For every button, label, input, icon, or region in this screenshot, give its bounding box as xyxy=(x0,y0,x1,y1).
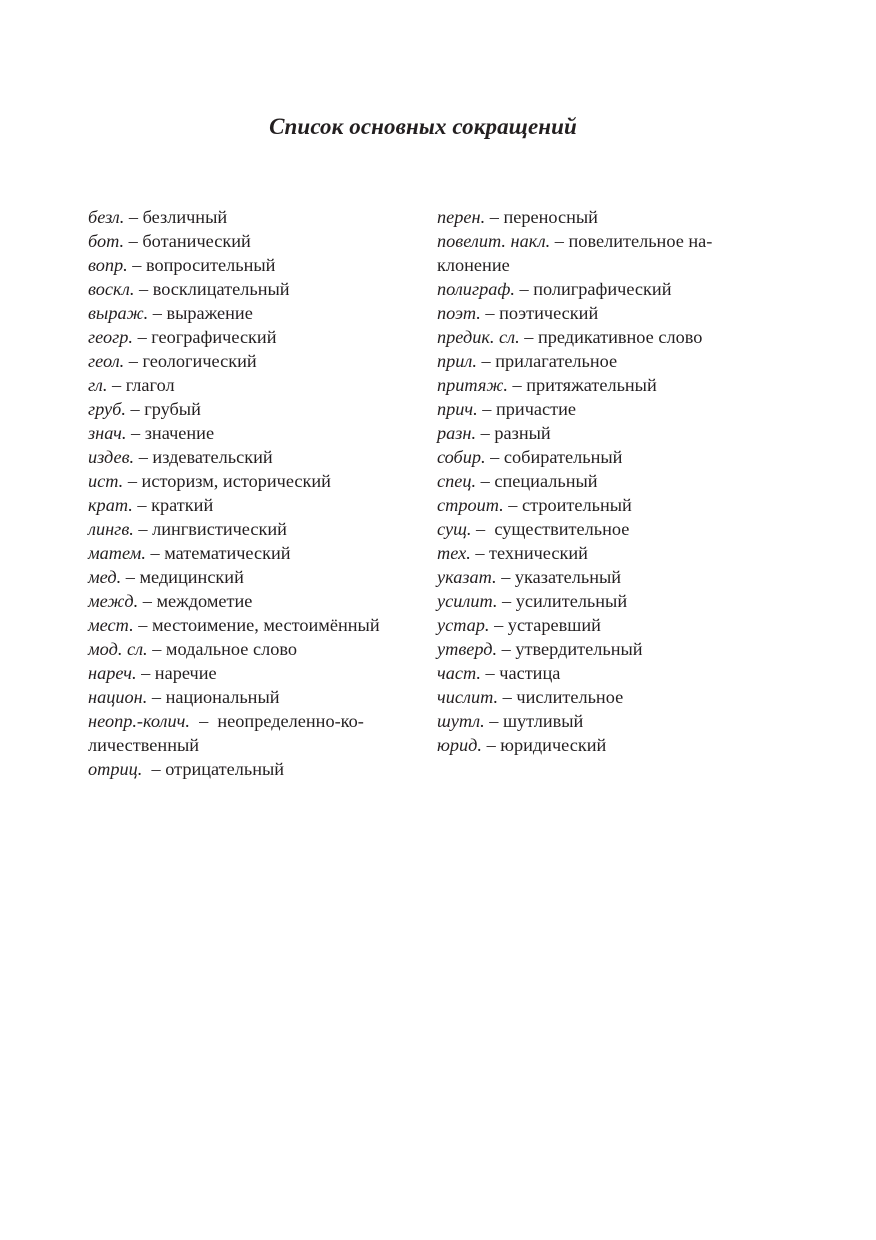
abbreviation-line xyxy=(437,397,777,421)
abbreviation-dash: – xyxy=(127,255,146,275)
abbreviation-meaning: устаревший xyxy=(507,615,601,635)
abbreviation-term: неопр.-колич. xyxy=(88,711,190,731)
abbreviation-line xyxy=(437,277,777,301)
abbreviation-term: полиграф. xyxy=(437,279,515,299)
abbreviation-dash: – xyxy=(138,591,157,611)
abbreviation-term: указат. xyxy=(437,567,497,587)
abbreviation-line xyxy=(88,469,418,493)
abbreviation-meaning: геологический xyxy=(142,351,257,371)
abbreviation-entry xyxy=(437,541,777,565)
abbreviation-meaning: разный xyxy=(494,423,551,443)
abbreviation-meaning: полиграфический xyxy=(533,279,672,299)
abbreviation-entry xyxy=(437,421,777,445)
abbreviation-meaning: ботанический xyxy=(142,231,251,251)
abbreviation-dash: – xyxy=(133,519,153,539)
abbreviation-term: бот. xyxy=(88,231,125,251)
abbreviation-meaning: частица xyxy=(499,663,561,683)
abbreviation-dash: – xyxy=(134,447,153,467)
abbreviation-meaning: собирательный xyxy=(503,447,623,467)
abbreviation-dash: – xyxy=(503,495,523,515)
abbreviation-line xyxy=(88,637,418,661)
abbreviation-line xyxy=(437,445,777,469)
abbreviation-dash: – xyxy=(142,759,166,779)
abbreviation-dash: – xyxy=(147,639,166,659)
abbreviation-line xyxy=(88,661,418,685)
abbreviation-meaning: технический xyxy=(489,543,588,563)
abbreviation-term: воскл. xyxy=(88,279,135,299)
abbreviation-dash: – xyxy=(136,663,155,683)
abbreviation-meaning: географический xyxy=(151,327,277,347)
abbreviation-meaning: издевательский xyxy=(152,447,273,467)
abbreviation-line xyxy=(88,757,418,781)
abbreviation-entry xyxy=(88,685,418,709)
abbreviation-term: строит. xyxy=(437,495,504,515)
abbreviation-meaning: лингвистический xyxy=(152,519,287,539)
abbreviation-entry xyxy=(88,661,418,685)
abbreviation-term: груб. xyxy=(88,399,126,419)
page-title: Список основных сокращений xyxy=(269,114,577,139)
abbreviation-entry xyxy=(437,325,777,349)
abbreviation-meaning: грубый xyxy=(144,399,201,419)
abbreviation-term: разн. xyxy=(437,423,477,443)
abbreviation-term: собир. xyxy=(437,447,486,467)
abbreviation-term: крат. xyxy=(88,495,133,515)
abbreviation-entry xyxy=(88,277,418,301)
abbreviation-line xyxy=(437,637,777,661)
abbreviation-entry xyxy=(88,589,418,613)
abbreviation-meaning: национальный xyxy=(165,687,280,707)
abbreviation-dash: – xyxy=(470,543,490,563)
abbreviation-line xyxy=(437,349,777,373)
abbreviation-meaning: строительный xyxy=(522,495,632,515)
abbreviation-entry xyxy=(437,229,777,277)
abbreviation-dash: – xyxy=(480,663,500,683)
abbreviation-entry xyxy=(437,565,777,589)
abbreviation-line xyxy=(88,421,418,445)
abbreviation-dash: – xyxy=(124,207,143,227)
abbreviation-line xyxy=(437,373,777,397)
abbreviation-meaning: математический xyxy=(164,543,291,563)
abbreviation-term: шутл. xyxy=(437,711,485,731)
abbreviation-meaning: значение xyxy=(144,423,215,443)
abbreviation-line xyxy=(437,661,777,685)
abbreviation-dash: – xyxy=(498,687,517,707)
abbreviation-meaning: числительное xyxy=(516,687,624,707)
abbreviations-left-column xyxy=(88,205,418,781)
abbreviation-line xyxy=(437,229,777,253)
abbreviation-term: отриц. xyxy=(88,759,143,779)
abbreviation-meaning: наречие xyxy=(154,663,217,683)
abbreviation-term: геол. xyxy=(88,351,125,371)
abbreviation-term: мед. xyxy=(88,567,122,587)
abbreviation-line xyxy=(437,421,777,445)
abbreviation-entry xyxy=(88,445,418,469)
abbreviation-term: ист. xyxy=(88,471,124,491)
abbreviation-term: част. xyxy=(437,663,481,683)
abbreviation-meaning-continuation: личественный xyxy=(88,735,200,755)
abbreviation-entry xyxy=(437,685,777,709)
abbreviation-term: поэт. xyxy=(437,303,481,323)
abbreviation-entry xyxy=(88,541,418,565)
abbreviation-dash: – xyxy=(121,567,140,587)
abbreviation-term: матем. xyxy=(88,543,146,563)
abbreviation-line xyxy=(88,397,418,421)
abbreviation-line xyxy=(437,469,777,493)
abbreviation-line xyxy=(88,589,418,613)
abbreviation-term: прил. xyxy=(437,351,477,371)
abbreviations-right-column xyxy=(437,205,777,757)
abbreviation-entry xyxy=(437,733,777,757)
abbreviation-meaning: местоимение, местоимённый xyxy=(151,615,380,635)
abbreviation-dash: – xyxy=(477,399,496,419)
abbreviation-dash: – xyxy=(133,327,152,347)
abbreviation-line xyxy=(437,733,777,757)
abbreviation-meaning: усилительный xyxy=(515,591,628,611)
abbreviation-meaning: специальный xyxy=(494,471,598,491)
abbreviation-term: национ. xyxy=(88,687,148,707)
abbreviation-line xyxy=(88,277,418,301)
abbreviation-meaning: историзм, исторический xyxy=(141,471,331,491)
abbreviation-line xyxy=(88,445,418,469)
abbreviation-entry xyxy=(88,565,418,589)
abbreviation-dash: – xyxy=(107,375,126,395)
abbreviation-meaning: безличный xyxy=(142,207,228,227)
abbreviation-dash: – xyxy=(145,543,165,563)
abbreviation-dash: – xyxy=(507,375,527,395)
abbreviation-entry xyxy=(437,397,777,421)
abbreviation-line xyxy=(437,325,777,349)
abbreviation-dash: – xyxy=(485,447,504,467)
abbreviation-dash: – xyxy=(476,351,496,371)
abbreviation-term: притяж. xyxy=(437,375,508,395)
abbreviation-entry xyxy=(437,637,777,661)
abbreviation-meaning-continuation: клонение xyxy=(437,255,510,275)
abbreviation-line xyxy=(88,253,418,277)
abbreviation-entry xyxy=(88,301,418,325)
abbreviation-entry xyxy=(88,493,418,517)
abbreviation-entry xyxy=(437,469,777,493)
abbreviation-line xyxy=(88,493,418,517)
abbreviation-meaning: указательный xyxy=(514,567,622,587)
abbreviation-term: геогр. xyxy=(88,327,133,347)
abbreviation-term: знач. xyxy=(88,423,127,443)
abbreviation-entry xyxy=(88,517,418,541)
abbreviation-dash: – xyxy=(124,351,143,371)
abbreviation-meaning: междометие xyxy=(156,591,253,611)
abbreviation-term: лингв. xyxy=(88,519,134,539)
abbreviation-line xyxy=(437,709,777,733)
abbreviation-line xyxy=(88,373,418,397)
abbreviation-term: устар. xyxy=(437,615,490,635)
abbreviation-dash: – xyxy=(482,735,501,755)
abbreviation-term: выраж. xyxy=(88,303,149,323)
abbreviation-meaning: прилагательное xyxy=(495,351,618,371)
abbreviation-dash: – xyxy=(476,471,495,491)
abbreviation-meaning: медицинский xyxy=(139,567,244,587)
abbreviation-dash: – xyxy=(471,519,495,539)
abbreviation-dash: – xyxy=(496,567,515,587)
abbreviation-term: прич. xyxy=(437,399,478,419)
abbreviation-term: сущ. xyxy=(437,519,472,539)
abbreviation-term: перен. xyxy=(437,207,486,227)
abbreviation-line xyxy=(88,709,418,733)
abbreviation-dash: – xyxy=(123,471,142,491)
abbreviation-line xyxy=(88,565,418,589)
abbreviation-meaning: краткий xyxy=(151,495,214,515)
abbreviation-meaning: вопросительный xyxy=(145,255,276,275)
abbreviation-meaning: восклицательный xyxy=(152,279,290,299)
abbreviation-entry xyxy=(88,709,418,757)
abbreviation-dash: – xyxy=(519,327,538,347)
abbreviation-dash: – xyxy=(484,711,503,731)
abbreviation-term: межд. xyxy=(88,591,139,611)
abbreviation-dash: – xyxy=(125,399,145,419)
abbreviation-dash: – xyxy=(514,279,534,299)
abbreviation-line xyxy=(88,517,418,541)
abbreviation-line xyxy=(437,589,777,613)
abbreviation-entry xyxy=(437,277,777,301)
abbreviation-entry xyxy=(437,445,777,469)
abbreviation-entry xyxy=(88,349,418,373)
abbreviation-meaning: выражение xyxy=(166,303,253,323)
abbreviation-line xyxy=(88,229,418,253)
abbreviation-meaning: переносный xyxy=(503,207,598,227)
abbreviation-entry xyxy=(88,757,418,781)
abbreviation-dash: – xyxy=(497,639,516,659)
abbreviation-dash: – xyxy=(148,303,167,323)
abbreviation-dash: – xyxy=(124,231,143,251)
abbreviation-meaning: предикативное слово xyxy=(537,327,703,347)
abbreviation-dash: – xyxy=(550,231,569,251)
abbreviation-entry xyxy=(88,421,418,445)
abbreviation-meaning: повелительное на- xyxy=(568,231,713,251)
abbreviation-dash: – xyxy=(126,423,145,443)
abbreviation-term: повелит. накл. xyxy=(437,231,551,251)
abbreviation-dash: – xyxy=(497,591,516,611)
abbreviation-term: мод. сл. xyxy=(88,639,148,659)
abbreviation-dash: – xyxy=(134,279,153,299)
abbreviation-term: издев. xyxy=(88,447,135,467)
abbreviation-meaning: утвердительный xyxy=(515,639,643,659)
abbreviation-dash: – xyxy=(476,423,495,443)
abbreviation-entry xyxy=(88,613,418,637)
abbreviation-entry xyxy=(88,397,418,421)
abbreviation-line xyxy=(437,205,777,229)
abbreviation-term: предик. сл. xyxy=(437,327,520,347)
abbreviation-entry xyxy=(437,301,777,325)
abbreviation-line xyxy=(437,493,777,517)
abbreviation-line xyxy=(88,349,418,373)
abbreviation-dash: – xyxy=(189,711,218,731)
abbreviation-entry xyxy=(88,469,418,493)
abbreviation-entry xyxy=(437,613,777,637)
abbreviation-entry xyxy=(437,205,777,229)
abbreviation-line xyxy=(437,517,777,541)
abbreviation-meaning: поэтический xyxy=(499,303,599,323)
abbreviation-dash: – xyxy=(132,495,152,515)
abbreviation-term: мест. xyxy=(88,615,134,635)
abbreviation-meaning: юридический xyxy=(500,735,607,755)
abbreviation-entry xyxy=(437,349,777,373)
abbreviation-meaning: неопределенно-ко- xyxy=(217,711,364,731)
abbreviation-term: тех. xyxy=(437,543,471,563)
abbreviation-dash: – xyxy=(489,615,508,635)
abbreviation-line xyxy=(88,301,418,325)
abbreviation-entry xyxy=(88,373,418,397)
abbreviation-term: утверд. xyxy=(437,639,498,659)
abbreviation-meaning: причастие xyxy=(496,399,577,419)
abbreviation-term: гл. xyxy=(88,375,108,395)
abbreviation-line xyxy=(437,541,777,565)
abbreviation-entry xyxy=(437,589,777,613)
abbreviation-line xyxy=(88,685,418,709)
abbreviation-line xyxy=(437,613,777,637)
abbreviation-entry xyxy=(88,325,418,349)
abbreviation-entry xyxy=(437,709,777,733)
abbreviation-line xyxy=(88,613,418,637)
abbreviation-term: усилит. xyxy=(437,591,498,611)
abbreviation-entry xyxy=(437,493,777,517)
abbreviation-meaning: отрицательный xyxy=(165,759,285,779)
abbreviation-entry xyxy=(437,373,777,397)
abbreviation-entry xyxy=(88,229,418,253)
abbreviation-entry xyxy=(437,661,777,685)
abbreviation-dash: – xyxy=(133,615,152,635)
abbreviation-line xyxy=(437,301,777,325)
abbreviation-entry xyxy=(88,205,418,229)
abbreviation-line xyxy=(437,685,777,709)
abbreviation-term: нареч. xyxy=(88,663,137,683)
abbreviation-entry xyxy=(437,517,777,541)
abbreviation-dash: – xyxy=(480,303,500,323)
abbreviation-term: юрид. xyxy=(437,735,482,755)
abbreviation-dash: – xyxy=(485,207,504,227)
abbreviation-entry xyxy=(88,253,418,277)
abbreviation-entry xyxy=(88,637,418,661)
abbreviation-line xyxy=(437,565,777,589)
abbreviation-term: безл. xyxy=(88,207,125,227)
abbreviation-meaning: шутливый xyxy=(502,711,584,731)
abbreviation-dash: – xyxy=(147,687,166,707)
abbreviation-meaning: глагол xyxy=(125,375,175,395)
abbreviation-term: спец. xyxy=(437,471,477,491)
abbreviation-line xyxy=(88,205,418,229)
abbreviation-meaning: существительное xyxy=(494,519,630,539)
abbreviation-meaning: модальное слово xyxy=(165,639,297,659)
abbreviation-line xyxy=(88,325,418,349)
abbreviation-term: вопр. xyxy=(88,255,128,275)
abbreviation-line xyxy=(88,541,418,565)
abbreviation-term: числит. xyxy=(437,687,499,707)
abbreviation-meaning: притяжательный xyxy=(526,375,657,395)
